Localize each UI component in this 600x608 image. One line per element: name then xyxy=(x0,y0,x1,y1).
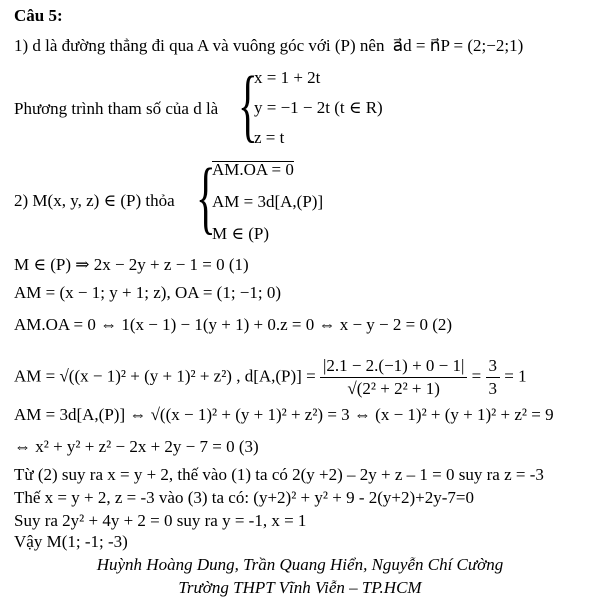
param-eq-z: z = t xyxy=(254,128,285,147)
part1-text: 1) d là đường thẳng đi qua A và vuông góc với (P) nên xyxy=(14,36,385,55)
brace-icon: { xyxy=(196,151,216,242)
line-5: AM = 3d[A,(P)] ⇔ √((x − 1)² + (y + 1)² + z²) = 3 ⇔ (x − 1)² + (y + 1)² + z² = 9 xyxy=(14,405,554,424)
school: Trường THPT Vĩnh Viễn – TP.HCM xyxy=(178,578,422,597)
equals-sign: = xyxy=(471,366,482,386)
fraction-denominator: 3 xyxy=(488,379,498,398)
line-4-lhs: AM = √((x − 1)² + (y + 1)² + z²) , d[A,(P)] = xyxy=(14,366,316,386)
fraction-denominator: √(2² + 2² + 1) xyxy=(347,379,440,398)
line-8: Thế x = y + 2, z = -3 vào (3) ta có: (y+2)² + y² + 9 - 2(y+2)+2y-7=0 xyxy=(14,488,474,507)
line-2: AM = (x − 1; y + 1; z), OA = (1; −1; 0) xyxy=(14,283,282,302)
line-7: Từ (2) suy ra x = y + 2, thế vào (1) ta có 2(y +2) – 2y + z – 1 = 0 suy ra z = -3 xyxy=(14,465,544,484)
fraction-numerator: |2.1 − 2.(−1) + 0 − 1| xyxy=(320,355,467,378)
line-9: Suy ra 2y² + 4y + 2 = 0 suy ra y = -1, x = 1 xyxy=(14,511,307,530)
param-label: Phương trình tham số của d là xyxy=(14,99,219,118)
condition-2: AM = 3d[A,(P)] xyxy=(212,192,324,211)
line-10: Vậy M(1; -1; -3) xyxy=(14,532,128,551)
part1-line xyxy=(14,36,523,56)
fraction-numerator: 3 xyxy=(486,355,501,378)
distance-fraction xyxy=(320,355,467,400)
part2-intro: 2) M(x, y, z) ∈ (P) thỏa xyxy=(14,191,175,210)
line-1: M ∈ (P) ⇒ 2x − 2y + z − 1 = 0 (1) xyxy=(14,255,249,274)
condition-1: AM.OA = 0 xyxy=(212,160,294,179)
part1-vector-eq: a⃗d = n⃗P = (2;−2;1) xyxy=(392,36,524,55)
condition-3: M ∈ (P) xyxy=(212,224,269,243)
line-3: AM.OA = 0 ⇔ 1(x − 1) − 1(y + 1) + 0.z = 0 ⇔ x − y − 2 = 0 (2) xyxy=(14,315,453,334)
brace-icon: { xyxy=(238,59,258,150)
three-over-three xyxy=(486,355,501,400)
line-6: ⇔ x² + y² + z² − 2x + 2y − 7 = 0 (3) xyxy=(14,437,259,456)
param-eq-x: x = 1 + 2t xyxy=(254,68,321,87)
param-eq-y: y = −1 − 2t (t ∈ R) xyxy=(254,98,383,117)
problem-title: Câu 5: xyxy=(14,6,63,25)
authors: Huỳnh Hoàng Dung, Trần Quang Hiển, Nguyễn Chí Cường xyxy=(96,555,504,574)
result-value: = 1 xyxy=(504,366,527,386)
line-4 xyxy=(14,355,527,400)
